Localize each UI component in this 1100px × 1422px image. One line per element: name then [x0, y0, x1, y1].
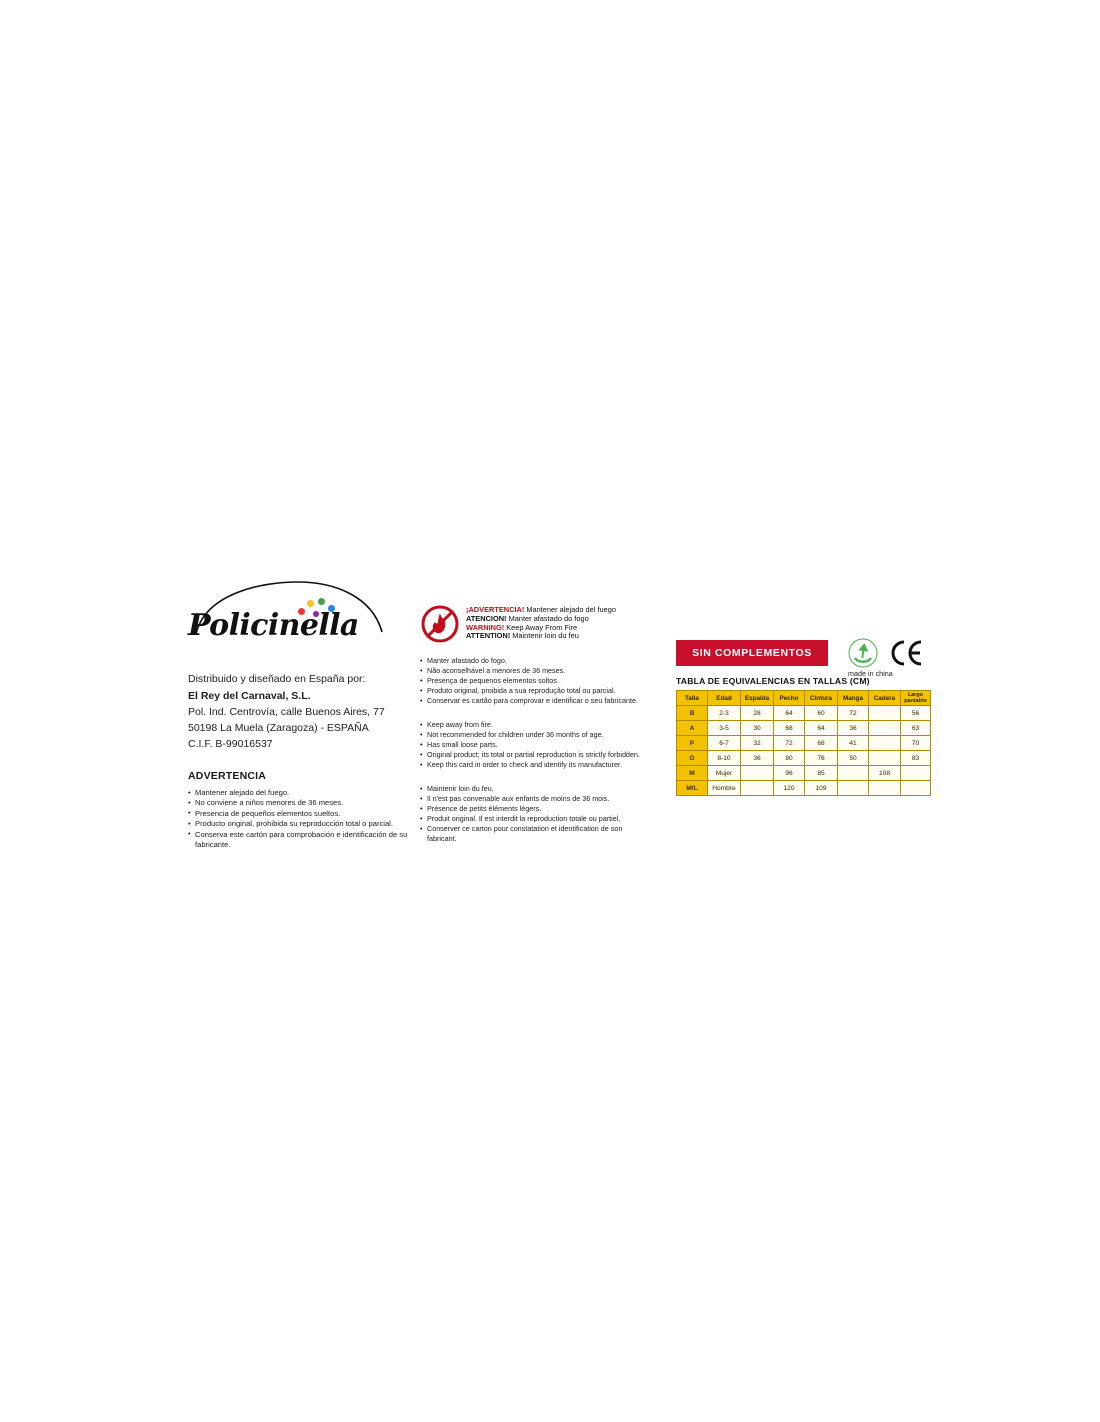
list-item: • Présence de petits éléments légers.	[420, 804, 650, 814]
cell-cadera	[869, 781, 901, 796]
cell-largo	[901, 781, 931, 796]
no-fire-icon	[420, 604, 460, 646]
distributor-company: El Rey del Carnaval, S.L.	[188, 690, 311, 702]
distributor-cif: C.I.F. B-99016537	[188, 738, 273, 750]
distributor-address-line2: 50198 La Muela (Zaragoza) - ESPAÑA	[188, 722, 369, 734]
right-column	[676, 640, 936, 796]
cell-manga	[838, 781, 869, 796]
table-row	[677, 751, 931, 766]
size-equivalence-table	[676, 690, 931, 796]
header-largo-line2: pantalón	[904, 698, 927, 704]
cell-espalda: 30	[741, 721, 774, 736]
list-item: • Il n'est pas convenable aux enfants de moins de 36 mois.	[420, 794, 650, 804]
list-item: • Presencia de pequeños elementos sueltos.	[188, 809, 428, 819]
warning-label-en: WARNING!	[466, 622, 507, 632]
recycling-loop-icon	[848, 638, 878, 668]
cell-talla: G	[677, 751, 708, 766]
warning-list-pt	[420, 656, 650, 706]
cell-talla: M/L	[677, 781, 708, 796]
header-largo-line1: Largo	[908, 692, 923, 698]
ce-mark-icon	[888, 638, 928, 668]
cell-largo: 56	[901, 706, 931, 721]
table-header-row	[677, 691, 931, 706]
list-item: • Manter afastado do fogo.	[420, 656, 650, 666]
middle-column	[420, 604, 650, 844]
list-item: • Não aconselhável a menores de 36 meses.	[420, 666, 650, 676]
warning-header	[420, 604, 650, 650]
cell-manga	[838, 766, 869, 781]
cell-cintura: 60	[805, 706, 838, 721]
warning-lists	[420, 656, 650, 844]
made-in-label: made in china	[848, 669, 893, 678]
cell-cadera	[869, 736, 901, 751]
list-item: • Mantener alejado del fuego.	[188, 788, 428, 798]
warning-text-fr: Maintenir loin du feu	[512, 631, 579, 641]
cell-pecho: 72	[774, 736, 805, 751]
cell-pecho: 96	[774, 766, 805, 781]
list-item: • No conviene a niños menores de 36 meses.	[188, 798, 428, 808]
header-largo	[901, 691, 931, 706]
cell-largo: 70	[901, 736, 931, 751]
cell-manga: 36	[838, 721, 869, 736]
header-edad: Edad	[708, 691, 741, 706]
header-pecho: Pecho	[774, 691, 805, 706]
list-item: • Conserver ce carton pour constatation et identification de son fabricant.	[420, 824, 650, 844]
cell-cadera	[869, 706, 901, 721]
warning-label-es: ¡ADVERTENCIA!	[466, 605, 527, 614]
header-manga: Manga	[838, 691, 869, 706]
left-column	[188, 580, 428, 850]
cell-cintura: 64	[805, 721, 838, 736]
cell-largo: 83	[901, 751, 931, 766]
cell-cadera	[869, 751, 901, 766]
cell-espalda	[741, 781, 774, 796]
warning-list-en	[420, 720, 650, 770]
cell-manga: 72	[838, 706, 869, 721]
header-talla: Talla	[677, 691, 708, 706]
cell-cadera: 108	[869, 766, 901, 781]
distributor-lead: Distribuido y diseñado en España por:	[188, 673, 366, 685]
list-item: • Has small loose parts.	[420, 740, 650, 750]
table-row	[677, 721, 931, 736]
cell-pecho: 64	[774, 706, 805, 721]
cell-espalda: 28	[741, 706, 774, 721]
list-item: • Producto original, prohibida su reproducción total o parcial.	[188, 819, 428, 829]
cell-espalda: 36	[741, 751, 774, 766]
warning-languages	[466, 606, 616, 641]
list-item: • Conservar es cartão para comprovar e identificar o seu fabricante.	[420, 696, 650, 706]
cell-edad: Mujer	[708, 766, 741, 781]
list-item: • Produto original, proibida a sua reprodução total ou parcial.	[420, 686, 650, 696]
list-item: • Conserva este cartón para comprobación e identificación de su fabricante.	[188, 830, 428, 851]
cell-espalda	[741, 766, 774, 781]
cell-cintura: 85	[805, 766, 838, 781]
size-table-title: TABLA DE EQUIVALENCIAS EN TALLAS (CM)	[676, 676, 870, 686]
cell-largo	[901, 766, 931, 781]
list-item: • Maintenir loin du feu.	[420, 784, 650, 794]
cell-cadera	[869, 721, 901, 736]
cell-cintura: 68	[805, 736, 838, 751]
brand-name: Policinella	[188, 608, 359, 643]
cell-edad: 2-3	[708, 706, 741, 721]
distributor-address-line1: Pol. Ind. Centrovía, calle Buenos Aires, 77	[188, 706, 385, 718]
list-item: • Keep away from fire.	[420, 720, 650, 730]
warning-text-en: Keep Away From Fire	[506, 622, 578, 632]
cell-pecho: 80	[774, 751, 805, 766]
warning-text-es: Mantener alejado del fuego	[526, 605, 616, 614]
table-row	[677, 781, 931, 796]
table-row	[677, 736, 931, 751]
list-item: • Presença de pequenos elementos soltos.	[420, 676, 650, 686]
compliance-marks	[848, 638, 940, 682]
list-item: • Not recommended for children under 36 months of age.	[420, 730, 650, 740]
header-espalda: Espalda	[741, 691, 774, 706]
warning-label-fr: ATTENTION!	[466, 631, 513, 641]
list-item: • Original product; its total or partial reproduction is strictly forbidden.	[420, 750, 650, 760]
cell-pecho: 120	[774, 781, 805, 796]
cell-largo: 63	[901, 721, 931, 736]
cell-cintura: 109	[805, 781, 838, 796]
advertencia-title: ADVERTENCIA	[188, 770, 267, 782]
list-item: • Produit original. Il est interdit la reproduction totale ou partiel.	[420, 814, 650, 824]
header-cintura: Cintura	[805, 691, 838, 706]
cell-manga: 41	[838, 736, 869, 751]
table-row	[677, 766, 931, 781]
cell-edad: 3-5	[708, 721, 741, 736]
list-item: • Keep this card in order to check and identify its manufacturer.	[420, 760, 650, 770]
warning-text-pt: Manter afastado do fogo	[508, 613, 589, 623]
advertencia-list	[188, 788, 428, 850]
warning-list-fr	[420, 784, 650, 844]
brand-logo	[188, 580, 388, 658]
header-cadera: Cadera	[869, 691, 901, 706]
cell-pecho: 68	[774, 721, 805, 736]
cell-edad: Hombre	[708, 781, 741, 796]
cell-espalda: 32	[741, 736, 774, 751]
table-row	[677, 706, 931, 721]
cell-talla: B	[677, 706, 708, 721]
distributor-block	[188, 672, 428, 752]
cell-cintura: 76	[805, 751, 838, 766]
cell-talla: M	[677, 766, 708, 781]
warning-label-pt: ATENCION!	[466, 613, 509, 623]
cell-edad: 6-7	[708, 736, 741, 751]
cell-talla: P	[677, 736, 708, 751]
cell-manga: 50	[838, 751, 869, 766]
cell-edad: 8-10	[708, 751, 741, 766]
cell-talla: A	[677, 721, 708, 736]
sin-complementos-banner: SIN COMPLEMENTOS	[676, 640, 828, 666]
